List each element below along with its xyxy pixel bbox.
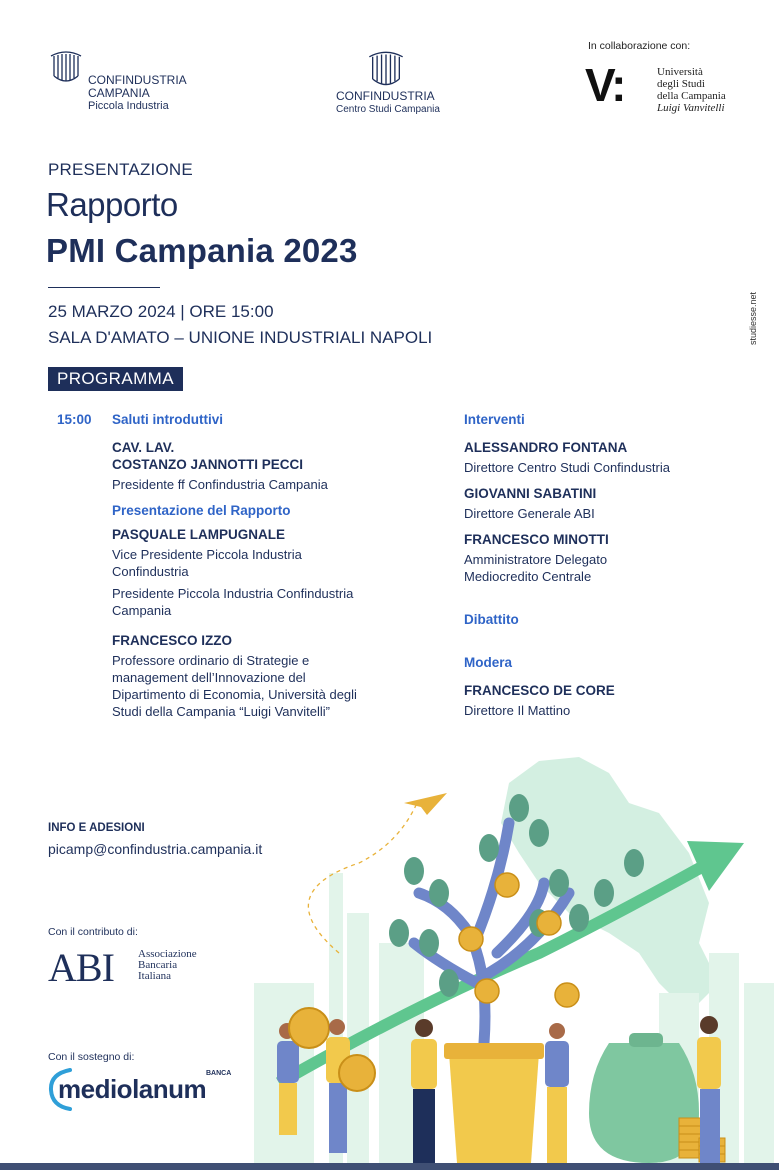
speaker-role: Vice Presidente Piccola Industria bbox=[112, 547, 302, 562]
logo-line: Piccola Industria bbox=[88, 100, 169, 112]
program-left-column bbox=[112, 412, 442, 720]
speaker-role: Amministratore Delegato bbox=[464, 552, 608, 567]
programma-badge: PROGRAMMA bbox=[48, 367, 183, 391]
speaker-role: Mediocredito Centrale bbox=[464, 569, 592, 584]
logo-line: Luigi Vanvitelli bbox=[657, 102, 725, 114]
mediolanum-small: BANCA bbox=[206, 1070, 232, 1077]
logo-line: della Campania bbox=[657, 90, 726, 102]
speaker-role: Campania bbox=[112, 603, 172, 618]
collab-label: In collaborazione con: bbox=[588, 40, 691, 52]
speaker-role: management dell’Innovazione del bbox=[112, 670, 306, 685]
speaker-role: Dipartimento di Economia, Università degli bbox=[112, 687, 357, 702]
sostegno-label: Con il sostegno di: bbox=[48, 1051, 135, 1063]
speaker-role: Confindustria bbox=[112, 564, 189, 579]
program-right-column bbox=[464, 412, 744, 719]
program-time: 15:00 bbox=[57, 412, 92, 427]
title-divider bbox=[48, 287, 160, 288]
speaker-name: COSTANZO JANNOTTI PECCI bbox=[112, 457, 304, 472]
logo-line: Bancaria bbox=[138, 959, 178, 971]
side-credit: studiesse.net bbox=[748, 291, 758, 345]
speaker-name: ALESSANDRO FONTANA bbox=[464, 440, 628, 455]
speaker-role: Direttore Centro Studi Confindustria bbox=[464, 460, 670, 475]
section-heading: Interventi bbox=[464, 412, 525, 427]
section-heading: Modera bbox=[464, 655, 513, 670]
logo-line: CONFINDUSTRIA bbox=[336, 89, 435, 103]
speaker-name: CAV. LAV. bbox=[112, 440, 175, 455]
university-mark: V: bbox=[585, 59, 625, 111]
speaker-name: FRANCESCO MINOTTI bbox=[464, 532, 609, 547]
university-vanvitelli-logo bbox=[585, 60, 735, 120]
logo-line: Centro Studi Campania bbox=[336, 104, 440, 115]
speaker-role: Presidente ff Confindustria Campania bbox=[112, 477, 328, 492]
section-heading: Presentazione del Rapporto bbox=[112, 503, 291, 518]
eagle-emblem-icon bbox=[48, 50, 84, 84]
confindustria-campania-logo bbox=[48, 50, 208, 120]
page-title: PMI Campania 2023 bbox=[46, 232, 358, 269]
section-heading: Saluti introduttivi bbox=[112, 412, 223, 427]
confindustria-centro-studi-logo bbox=[336, 50, 466, 120]
speaker-name: FRANCESCO IZZO bbox=[112, 633, 232, 648]
mediolanum-logo bbox=[48, 1066, 238, 1116]
logo-line: degli Studi bbox=[657, 78, 705, 90]
abi-mark: ABI bbox=[48, 945, 114, 990]
title-line1: Rapporto bbox=[46, 186, 178, 223]
info-heading: INFO E ADESIONI bbox=[48, 822, 145, 834]
contact-email-link[interactable]: picamp@confindustria.campania.it bbox=[48, 841, 263, 857]
speaker-name: PASQUALE LAMPUGNALE bbox=[112, 527, 286, 542]
speaker-role: Presidente Piccola Industria Confindustria bbox=[112, 586, 354, 601]
logo-line: Italiana bbox=[138, 970, 171, 982]
event-place: SALA D'AMATO – UNIONE INDUSTRIALI NAPOLI bbox=[48, 328, 433, 347]
growth-illustration bbox=[239, 743, 779, 1163]
speaker-role: Studi della Campania “Luigi Vanvitelli” bbox=[112, 704, 330, 719]
title-kicker: PRESENTAZIONE bbox=[48, 160, 193, 179]
speaker-role: Direttore Il Mattino bbox=[464, 703, 571, 718]
speaker-name: FRANCESCO DE CORE bbox=[464, 683, 615, 698]
logo-line: CAMPANIA bbox=[88, 86, 150, 100]
mediolanum-wordmark: mediolanum bbox=[58, 1074, 207, 1104]
footer-bar bbox=[0, 1163, 779, 1170]
abi-logo bbox=[48, 944, 228, 988]
logo-line: CONFINDUSTRIA bbox=[88, 73, 187, 87]
eagle-emblem-icon bbox=[366, 50, 406, 88]
speaker-role: Professore ordinario di Strategie e bbox=[112, 653, 310, 668]
contributo-label: Con il contributo di: bbox=[48, 926, 138, 938]
logo-line: Associazione bbox=[138, 948, 197, 960]
plant-pot bbox=[449, 1053, 539, 1163]
logo-line: Università bbox=[657, 66, 703, 78]
section-heading: Dibattito bbox=[464, 612, 519, 627]
event-date: 25 MARZO 2024 | ORE 15:00 bbox=[48, 302, 274, 321]
speaker-name: GIOVANNI SABATINI bbox=[464, 486, 597, 501]
speaker-role: Direttore Generale ABI bbox=[464, 506, 595, 521]
paper-plane-icon bbox=[404, 793, 447, 815]
